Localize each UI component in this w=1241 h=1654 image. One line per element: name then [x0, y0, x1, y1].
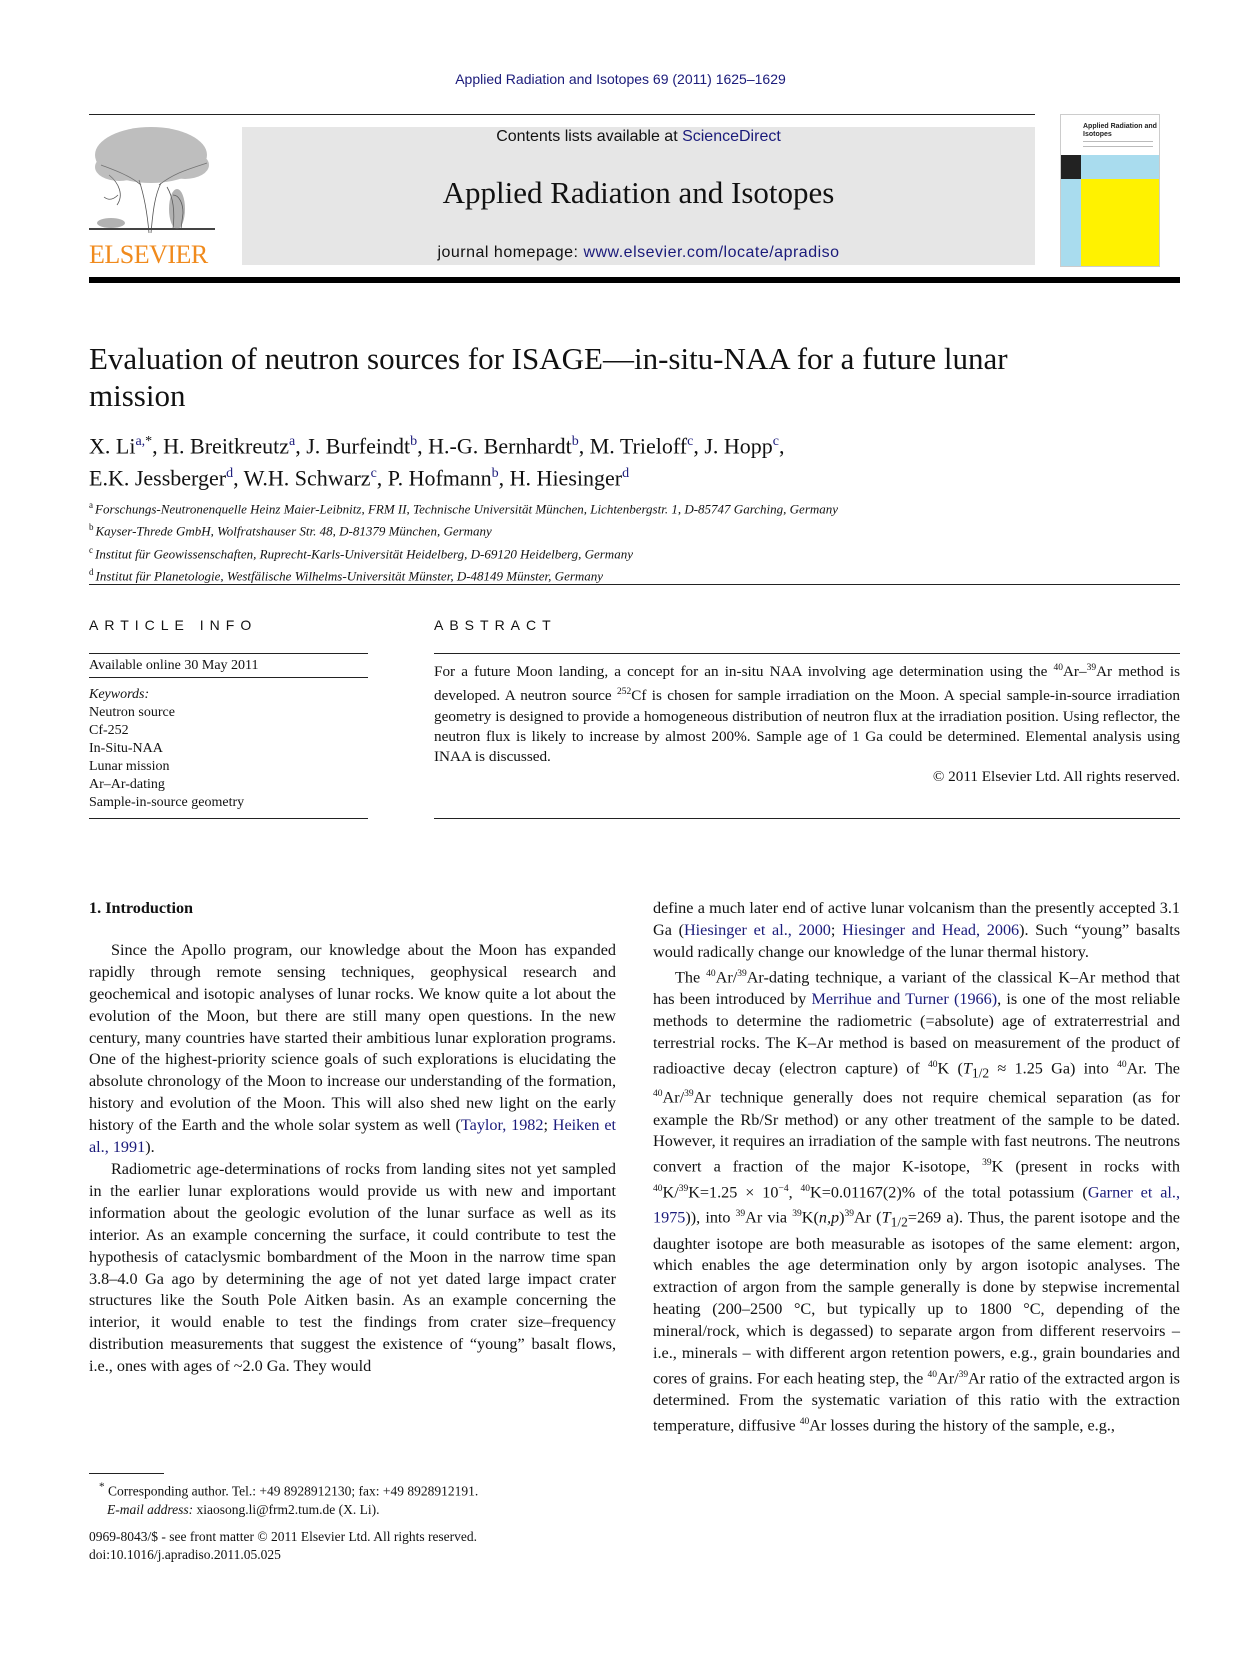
affiliation-ref[interactable]: d	[226, 466, 234, 482]
cover-title: Applied Radiation and Isotopes	[1083, 123, 1157, 138]
abstract-copyright: © 2011 Elsevier Ltd. All rights reserved.	[932, 768, 1180, 786]
affiliation-a: $^a$ Forschungs-Neutronenquelle Heinz Maier-Leibnitz, FRM II, Technische Universität München, Lichtenbergstr. 1, D-85747 Garching, Germany	[89, 500, 839, 517]
front-matter	[89, 1528, 629, 1564]
keyword: Sample-in-source geometry	[89, 795, 245, 810]
author[interactable]: H.-G. Bernhardt	[428, 433, 572, 459]
body-column-left	[89, 898, 616, 1378]
sciencedirect-link[interactable]: ScienceDirect	[682, 128, 781, 145]
citation-link[interactable]: Hiesinger et al., 2000	[683, 920, 831, 939]
affiliations	[89, 496, 1089, 585]
affiliation-ref[interactable]: a,	[135, 434, 146, 449]
affiliation-c: $^c$ Institut für Geowissenschaften, Ruprecht-Karls-Universität Heidelberg, D-69120 Heidelberg, Germany	[89, 544, 633, 561]
publisher-name: ELSEVIER	[89, 240, 208, 269]
issn-line: 0969-8043/$ - see front matter © 2011 Elsevier Ltd. All rights reserved.	[89, 1529, 478, 1544]
author[interactable]: J. Hopp	[704, 433, 773, 459]
author-line-1: X. $Li^{a,*}$, H. Breitkreutz$^a$, J. Burfeindt$^b$, H.-G. Bernhardt$^b$, M. Trieloff$^c$, J. Hopp$^c$,	[89, 433, 785, 459]
keywords-label: Keywords:	[89, 687, 150, 702]
email-link[interactable]: xiaosong.li@frm2.tum.de (X. Li).	[193, 1501, 380, 1517]
body-column-right	[653, 898, 1180, 1437]
homepage-line	[242, 244, 1035, 262]
contents-line	[242, 127, 1035, 146]
keyword: Ar–Ar-dating	[89, 777, 165, 792]
affiliation-b: $^b$ Kayser-Threde GmbH, Wolfratshauser Str. 48, D-81379 München, Germany	[89, 522, 492, 539]
cover-subtitle-lines	[1083, 141, 1153, 147]
author[interactable]: X. Li	[89, 433, 136, 459]
author[interactable]: M. Trieloff	[589, 433, 688, 459]
contents-prefix: Contents lists available at	[496, 128, 683, 145]
author-list	[89, 428, 1089, 493]
cover-yellow-block	[1081, 179, 1160, 267]
affiliation-ref[interactable]: c	[687, 434, 694, 449]
journal-title: Applied Radiation and Isotopes	[442, 175, 835, 210]
keyword: Lunar mission	[89, 759, 170, 774]
journal-reference[interactable]: Applied Radiation and Isotopes 69 (2011) 1625–1629	[455, 71, 786, 87]
abstract-heading: ABSTRACT	[434, 617, 557, 633]
author[interactable]: P. Hofmann	[387, 465, 492, 491]
affiliation-ref[interactable]: b	[571, 434, 579, 449]
affiliation-ref[interactable]: b	[491, 466, 499, 482]
tree-icon	[89, 125, 215, 235]
paragraph: define a much later end of active lunar volcanism than the presently accepted 3.1 Ga (Hiesinger et al., 2000; Hiesinger and Head, 2006). Such “young” basalts would radically change our knowledge of the lunar thermal history.	[653, 899, 1181, 961]
article-info-heading: ARTICLE INFO	[89, 617, 258, 633]
author[interactable]: E.K. Jessberger	[89, 465, 227, 491]
affiliation-ref[interactable]: b	[410, 434, 418, 449]
article-info-rule-mid	[89, 677, 368, 678]
cover-blue-band	[1081, 155, 1160, 179]
affiliation-ref[interactable]: c	[772, 434, 780, 449]
author[interactable]: W.H. Schwarz	[243, 465, 371, 491]
homepage-prefix: journal homepage:	[437, 244, 584, 261]
corresponding-author-mark[interactable]: *	[145, 434, 153, 449]
header-rule	[89, 114, 1035, 115]
corresponding-author-footnote: * Corresponding author. Tel.: +49 8928912130; fax: +49 8928912191. E-mail address: xiaosong.li@frm2.tum.de (X. Li).	[99, 1481, 479, 1517]
affiliation-ref[interactable]: d	[622, 466, 630, 482]
article-info-rule-bottom	[89, 818, 368, 819]
keyword: Cf-252	[89, 723, 129, 738]
affiliation-rule	[89, 584, 1180, 585]
author[interactable]: H. Breitkreutz	[163, 433, 290, 459]
author[interactable]: H. Hiesinger	[509, 465, 623, 491]
journal-cover-thumbnail	[1060, 114, 1160, 267]
paragraph: Radiometric age-determinations of rocks from landing sites not yet sampled in the earlier lunar explorations would provide us with new and important information about the geologic evolution of the lunar surface as well as its interior. As an example concerning the surface, it could contribute to test the hypothesis of cataclysmic bombardment of the Moon in the narrow time span 3.8–4.0 Ga ago by determining the age of not yet dated large impact crater structures like the South Pole Aitken basin. As an example concerning the interior, it would enable to test the findings from crater size–frequency distribution measurements that suggest the existence of “young” basalt flows, i.e., ones with ages of ~2.0 Ga. They would	[89, 1159, 616, 1376]
citation-link[interactable]: Garner et al., 1975	[653, 1183, 1181, 1227]
atom-icon	[1061, 155, 1081, 179]
footnote-rule	[89, 1473, 164, 1474]
article-title: Evaluation of neutron sources for ISAGE—in-situ-NAA for a future lunar mission	[89, 341, 1008, 413]
paragraph: The $^{40}$Ar/$^{39}$Ar-dating technique, a variant of the classical K–Ar method that has been introduced by Merrihue and Turner (1966), is one of the most reliable methods to determine the radiometric (=absolute) age of extraterrestrial and terrestrial rocks. The K–Ar method is based on measurement of the product of radioactive decay (electron capture) of $^{40}$K ($T_{1/2} \approx 1.25$ Ga) into $^{40}$Ar. The $^{40}$Ar/$^{39}$Ar technique generally does not require chemical separation (as for example the Rb/Sr method) or any other treatment of the sample to be dated. However, it requires an irradiation of the sample with fast neutrons. The neutrons convert a fraction of the major K-isotope, $^{39}$K (present in rocks with $^{40}K/^{39}K=1.25 \times 10^{-4}$, $^{40}$K=0.01167(2)% of the total potassium (Garner et al., 1975)), into $^{39}$Ar via $^{39}K(n,p)^{39}Ar$ ($T_{1/2}=269$ a). Thus, the parent isotope and the daughter isotope are both measurable as isotopes of the same element: argon, which enables the age determination only by argon isotopic analyses. The extraction of argon from the sample generally is done by stepwise incremental heating (200–2500 °C, but typically up to 1800 °C, depending of the mineral/rock, which is degassed) to separate argon from different reservoirs – i.e., minerals – with different argon retention powers, e.g., grain boundaries and cores of grains. For each heating step, the $^{40}$Ar/$^{39}$Ar ratio of the extracted argon is determined. From the systematic variation of this ratio with the extraction temperature, diffusive $^{40}$Ar losses during the history of the sample, e.g.,	[653, 968, 1181, 1435]
citation-link[interactable]: Taylor, 1982	[460, 1116, 544, 1135]
keywords-block	[89, 686, 368, 812]
affiliation-ref[interactable]: a	[289, 434, 296, 449]
doi-line[interactable]: doi:10.1016/j.apradiso.2011.05.025	[89, 1547, 281, 1562]
author[interactable]: J. Burfeindt	[306, 433, 411, 459]
article-info-rule-top	[89, 653, 368, 654]
affiliation-ref[interactable]: c	[370, 466, 377, 482]
available-online: Available online 30 May 2011	[89, 658, 259, 673]
keyword: Neutron source	[89, 705, 175, 720]
publisher-logo	[89, 125, 219, 269]
affiliation-d: $^d$ Institut für Planetologie, Westfälische Wilhelms-Universität Münster, D-48149 Münster, Germany	[89, 566, 604, 584]
header-thick-rule	[89, 277, 1180, 283]
author-line-2: E.K. Jessberger$^d$, W.H. Schwarz$^c$, P. Hofmann$^b$, H. Hiesinger$^d$	[89, 465, 630, 491]
abstract-rule-top	[434, 653, 1180, 654]
abstract-text: For a future Moon landing, a concept for an in-situ NAA involving age determination using the $^{40}$Ar–$^{39}$Ar method is developed. A neutron source $^{252}$Cf is chosen for sample irradiation on the Moon. A special sample-in-source irradiation geometry is designed to provide a homogeneous distribution of neutron flux at the irradiation position. Using reflector, the neutron flux is likely to increase by almost 200%. Sample age of 1 Ga could be determined. Elemental analysis using INAA is discussed. © 2011 Elsevier Ltd. All rights reserved.	[434, 658, 1180, 787]
abstract-rule-bottom	[434, 818, 1180, 819]
cover-blue-side	[1061, 179, 1081, 267]
paragraph: Since the Apollo program, our knowledge about the Moon has expanded rapidly through remote sensing techniques, geophysical research and geochemical and isotopic analyses of lunar rocks. We know quite a lot about the evolution of the Moon, but there are still many open questions. In the new century, many countries have started their ambitious lunar exploration programs. One of the highest-priority science goals of such explorations is elucidating the absolute chronology of the Moon to increase our understanding of the formation, history and evolution of the Moon. This will also shed new light on the early history of the Earth and the whole solar system as well (Taylor, 1982; Heiken et al., 1991).	[89, 940, 617, 1157]
citation-link[interactable]: Heiken et al., 1991	[89, 1116, 617, 1157]
citation-link[interactable]: Merrihue and Turner (1966)	[811, 990, 998, 1009]
journal-homepage-link[interactable]: www.elsevier.com/locate/apradiso	[583, 244, 840, 261]
section-heading-introduction: 1. Introduction	[89, 899, 194, 917]
keyword: In-Situ-NAA	[89, 741, 163, 756]
citation-link[interactable]: Hiesinger and Head, 2006	[842, 920, 1020, 939]
journal-banner	[242, 127, 1035, 265]
